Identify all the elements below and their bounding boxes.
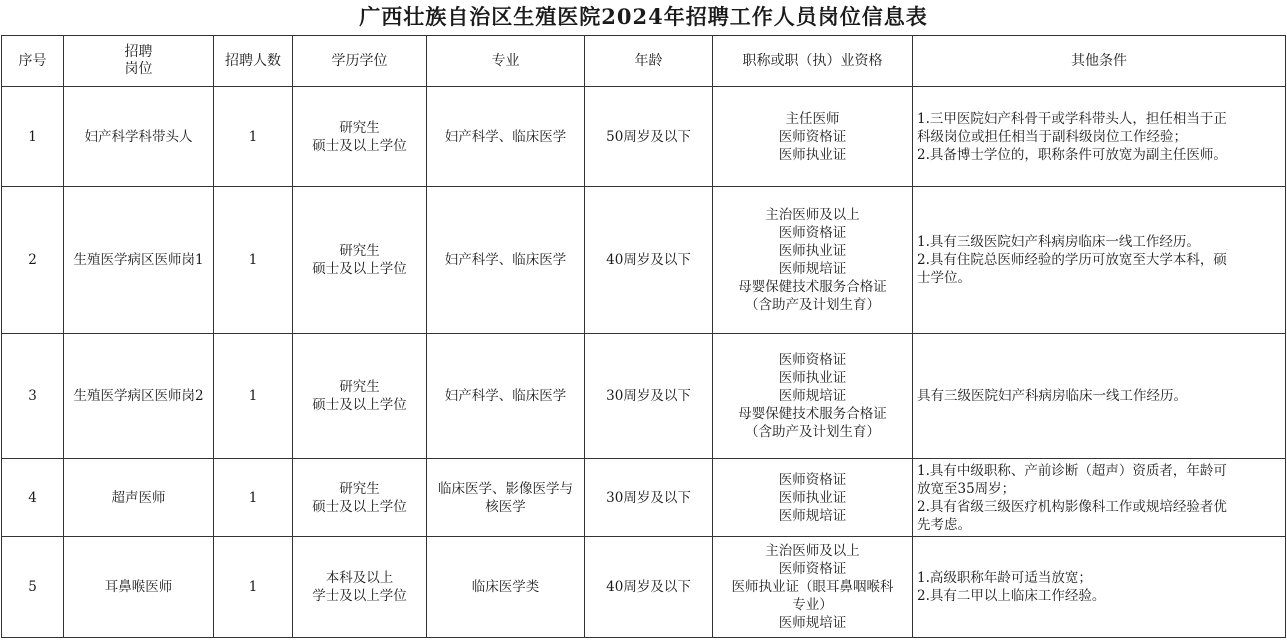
cell-major-line: 临床医学类 [471,579,540,595]
header-count: 招聘人数 [214,36,293,87]
recruitment-table [1,35,1286,638]
cell-position: 生殖医学病区医师岗1 [64,187,214,334]
table-row [2,459,1286,537]
cell-qualification-line: 医师执业证（眼耳鼻咽喉科 [731,579,894,595]
cell-major [427,87,585,187]
cell-other-conditions [913,87,1286,187]
cell-other-conditions-line: 1.三甲医院妇产科骨干或学科带头人，担任相当于正 [917,110,1227,127]
table-header-row [2,36,1286,87]
cell-major [427,334,585,459]
cell-qualification-line: 医师资格证 [778,561,847,577]
cell-count: 1 [214,87,293,187]
cell-other-conditions-line: 2.具有省级三级医疗机构影像科工作或规培经验者优 [917,498,1227,515]
cell-age: 40周岁及以下 [585,187,713,334]
cell-age: 50周岁及以下 [585,87,713,187]
cell-major-line: 妇产科学、临床医学 [444,252,567,268]
cell-position: 超声医师 [64,459,214,537]
cell-position: 生殖医学病区医师岗2 [64,334,214,459]
cell-major [427,537,585,638]
cell-qualification [713,334,913,459]
header-position-line: 招聘 [124,44,153,60]
cell-education-line: 研究生 [339,480,380,497]
cell-qualification-line: 医师规培证 [778,388,847,404]
header-age: 年龄 [585,36,713,87]
cell-seq: 3 [2,334,64,459]
cell-education [293,87,427,187]
cell-qualification-line: 医师规培证 [778,507,847,524]
cell-qualification-line: （含助产及计划生育） [745,424,880,440]
cell-education [293,334,427,459]
cell-count: 1 [214,187,293,334]
header-position-line: 岗位 [124,61,153,77]
cell-education-line: 学士及以上学位 [312,588,407,604]
cell-seq: 2 [2,187,64,334]
cell-age: 30周岁及以下 [585,334,713,459]
cell-qualification-line: 医师执业证 [778,489,847,506]
cell-count: 1 [214,459,293,537]
cell-other-conditions-line: 1.高级职称年龄可适当放宽； [917,570,1092,586]
table-row [2,87,1286,187]
header-seq: 序号 [2,36,64,87]
header-other: 其他条件 [913,36,1286,87]
cell-qualification-line: 医师规培证 [778,615,847,631]
header-qualification: 职称或职（执）业资格 [713,36,913,87]
cell-qualification-line: 医师资格证 [778,128,847,145]
table-row [2,537,1286,638]
cell-other-conditions-line: 放宽至35周岁； [917,480,1016,497]
cell-education-line: 研究生 [339,379,380,395]
cell-major-line: 妇产科学、临床医学 [444,128,567,145]
cell-count: 1 [214,334,293,459]
cell-qualification-line: 主治医师及以上 [765,543,860,559]
cell-other-conditions-line: 具有三级医院妇产科病房临床一线工作经历。 [917,388,1187,404]
cell-other-conditions-line: 2.具有二甲以上临床工作经验。 [917,588,1106,604]
table-row [2,187,1286,334]
cell-qualification-line: 医师规培证 [778,261,847,277]
cell-seq: 4 [2,459,64,537]
cell-age: 40周岁及以下 [585,537,713,638]
cell-qualification [713,459,913,537]
cell-education-line: 研究生 [339,243,380,259]
cell-major-line: 核医学 [485,498,526,515]
cell-education-line: 研究生 [339,119,380,136]
page-title: 广西壮族自治区生殖医院2024年招聘工作人员岗位信息表 [359,4,928,29]
cell-position: 妇产科学科带头人 [64,87,214,187]
cell-other-conditions-line: 1.具有中级职称、产前诊断（超声）资质者，年龄可 [917,462,1227,479]
cell-education-line: 本科及以上 [325,570,394,586]
cell-other-conditions-line: 先考虑。 [917,516,971,533]
cell-education-line: 硕士及以上学位 [312,137,407,154]
cell-other-conditions [913,459,1286,537]
cell-other-conditions [913,334,1286,459]
cell-qualification-line: 母婴保健技术服务合格证 [738,406,887,422]
cell-other-conditions-line: 1.具有三级医院妇产科病房临床一线工作经历。 [917,234,1200,250]
cell-seq: 1 [2,87,64,187]
cell-seq: 5 [2,537,64,638]
cell-major-line: 临床医学、影像医学与 [438,480,573,497]
cell-qualification-line: 医师执业证 [778,243,847,259]
cell-qualification-line: 专业） [792,597,833,613]
cell-age: 30周岁及以下 [585,459,713,537]
cell-other-conditions [913,187,1286,334]
header-education: 学历学位 [293,36,427,87]
cell-qualification-line: 主治医师及以上 [765,207,860,223]
cell-education-line: 硕士及以上学位 [312,498,407,515]
cell-other-conditions-line: 2.具有住院总医师经验的学历可放宽至大学本科，硕 [917,252,1227,268]
cell-qualification-line: 主任医师 [785,110,840,127]
cell-other-conditions-line: 2.具备博士学位的，职称条件可放宽为副主任医师。 [917,146,1227,163]
table-row [2,334,1286,459]
cell-education [293,187,427,334]
cell-major [427,459,585,537]
cell-position: 耳鼻喉医师 [64,537,214,638]
cell-other-conditions-line: 科级岗位或担任相当于副科级岗位工作经验； [917,128,1187,145]
cell-count: 1 [214,537,293,638]
cell-qualification-line: 医师资格证 [778,471,847,488]
cell-major [427,187,585,334]
cell-qualification [713,537,913,638]
cell-qualification-line: 医师执业证 [778,370,847,386]
cell-qualification [713,187,913,334]
cell-education [293,459,427,537]
header-major: 专业 [427,36,585,87]
table-body [2,87,1286,638]
cell-qualification-line: （含助产及计划生育） [745,297,880,313]
cell-other-conditions [913,537,1286,638]
cell-qualification-line: 医师执业证 [778,146,847,163]
cell-qualification [713,87,913,187]
cell-qualification-line: 医师资格证 [778,352,847,368]
header-position [64,36,214,87]
cell-qualification-line: 母婴保健技术服务合格证 [738,279,887,295]
cell-qualification-line: 医师资格证 [778,225,847,241]
cell-education-line: 硕士及以上学位 [312,261,407,277]
cell-other-conditions-line: 士学位。 [917,270,971,286]
cell-education-line: 硕士及以上学位 [312,397,407,413]
cell-major-line: 妇产科学、临床医学 [444,388,567,404]
cell-education [293,537,427,638]
